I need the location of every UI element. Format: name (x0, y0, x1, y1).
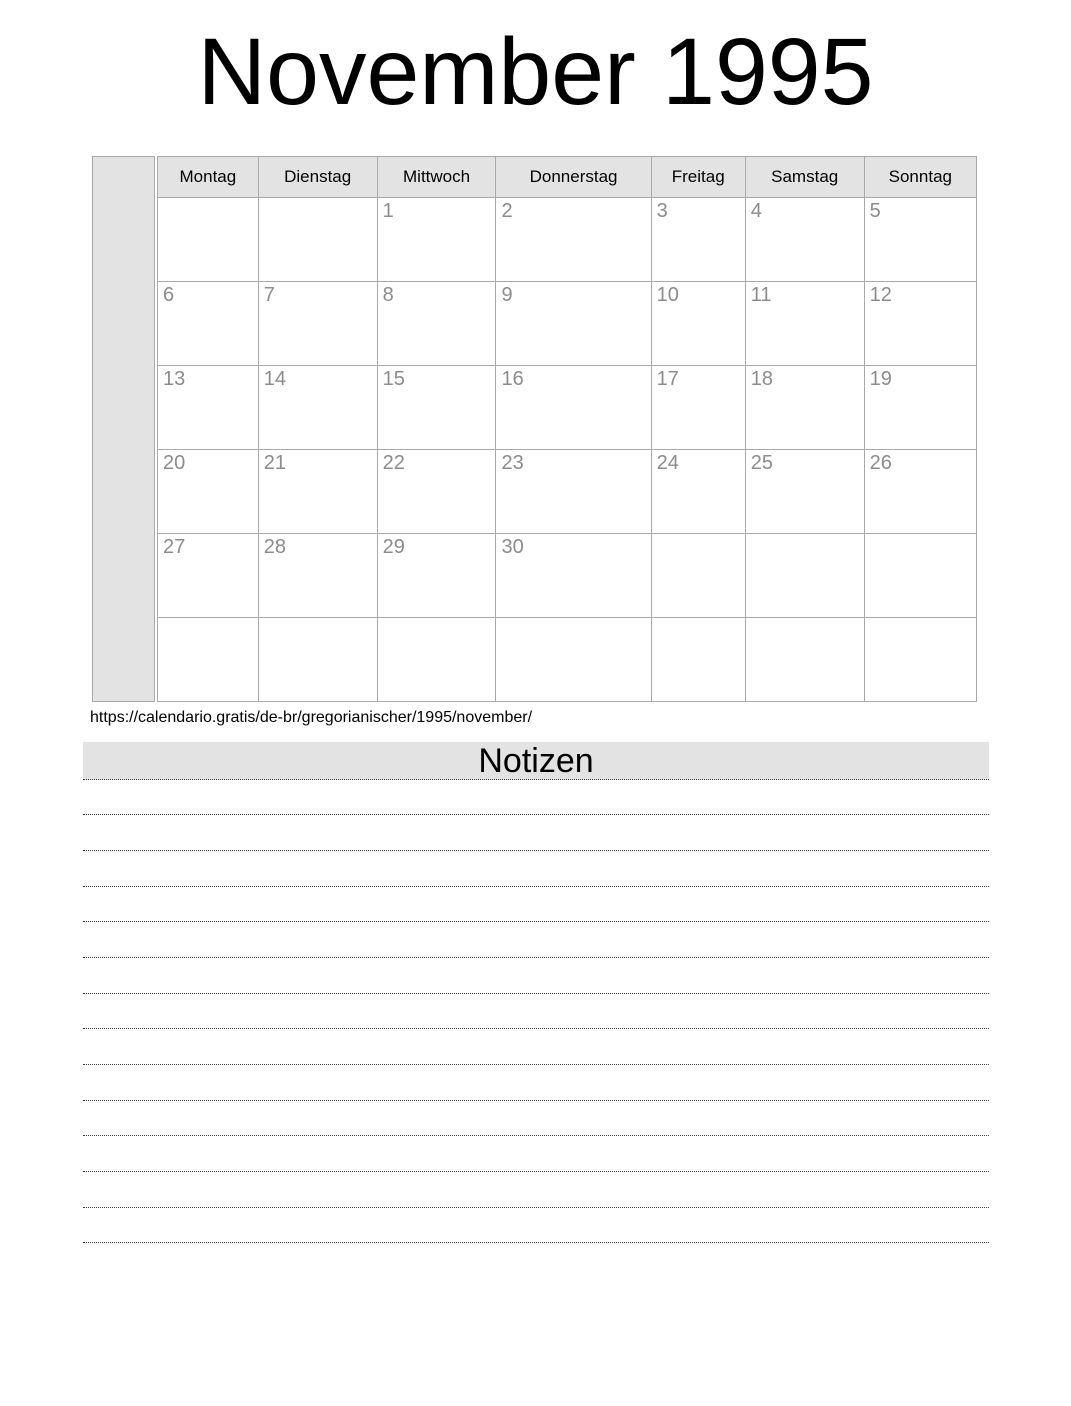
day-cell-22: 22 (377, 449, 496, 533)
day-cell-3: 3 (651, 197, 745, 281)
day-cell-6: 6 (158, 281, 259, 365)
day-cell-12: 12 (864, 281, 976, 365)
note-line (83, 1172, 989, 1208)
source-url: https://calendario.gratis/de-br/gregorianischer/1995/november/ (90, 708, 533, 726)
calendar-body (158, 197, 977, 701)
page-title: November 1995 (197, 19, 874, 125)
day-cell-empty (651, 617, 745, 701)
day-cell-1: 1 (377, 197, 496, 281)
calendar-week-row (158, 281, 977, 365)
notes-header (83, 742, 989, 780)
note-line (83, 1136, 989, 1172)
day-cell-26: 26 (864, 449, 976, 533)
note-line (83, 887, 989, 923)
day-cell-empty (864, 533, 976, 617)
calendar-table (157, 156, 977, 702)
day-cell-7: 7 (258, 281, 377, 365)
weekday-header-freitag: Freitag (651, 156, 745, 197)
calendar-week-row (158, 449, 977, 533)
note-line (83, 851, 989, 887)
day-cell-9: 9 (496, 281, 651, 365)
weekday-header-mittwoch: Mittwoch (377, 156, 496, 197)
day-cell-18: 18 (745, 365, 864, 449)
calendar-week-row (158, 197, 977, 281)
note-line (83, 1065, 989, 1101)
day-cell-empty (158, 617, 259, 701)
note-line (83, 958, 989, 994)
day-cell-25: 25 (745, 449, 864, 533)
day-cell-empty (258, 197, 377, 281)
notes-section (83, 742, 989, 1244)
calendar-week-row (158, 533, 977, 617)
note-line (83, 1029, 989, 1065)
calendar-week-row (158, 365, 977, 449)
calendar (92, 156, 977, 702)
day-cell-11: 11 (745, 281, 864, 365)
day-cell-30: 30 (496, 533, 651, 617)
weekday-header-sonntag: Sonntag (864, 156, 976, 197)
day-cell-24: 24 (651, 449, 745, 533)
weekday-header-dienstag: Dienstag (258, 156, 377, 197)
weekday-header-samstag: Samstag (745, 156, 864, 197)
day-cell-2: 2 (496, 197, 651, 281)
note-line (83, 780, 989, 816)
day-cell-15: 15 (377, 365, 496, 449)
weekday-header-donnerstag: Donnerstag (496, 156, 651, 197)
week-number-column (92, 156, 155, 702)
note-line (83, 922, 989, 958)
day-cell-4: 4 (745, 197, 864, 281)
note-line (83, 1208, 989, 1244)
day-cell-19: 19 (864, 365, 976, 449)
day-cell-empty (745, 533, 864, 617)
day-cell-17: 17 (651, 365, 745, 449)
note-line (83, 994, 989, 1030)
day-cell-23: 23 (496, 449, 651, 533)
notes-title: Notizen (478, 741, 594, 780)
note-line (83, 1101, 989, 1137)
weekday-header-row (158, 156, 977, 197)
day-cell-10: 10 (651, 281, 745, 365)
day-cell-empty (158, 197, 259, 281)
notes-lines (83, 780, 989, 1244)
day-cell-empty (864, 617, 976, 701)
day-cell-5: 5 (864, 197, 976, 281)
day-cell-27: 27 (158, 533, 259, 617)
day-cell-empty (651, 533, 745, 617)
day-cell-empty (496, 617, 651, 701)
day-cell-28: 28 (258, 533, 377, 617)
day-cell-empty (745, 617, 864, 701)
day-cell-20: 20 (158, 449, 259, 533)
calendar-week-row (158, 617, 977, 701)
day-cell-16: 16 (496, 365, 651, 449)
day-cell-29: 29 (377, 533, 496, 617)
day-cell-8: 8 (377, 281, 496, 365)
day-cell-14: 14 (258, 365, 377, 449)
day-cell-empty (258, 617, 377, 701)
day-cell-21: 21 (258, 449, 377, 533)
day-cell-empty (377, 617, 496, 701)
weekday-header-montag: Montag (158, 156, 259, 197)
note-line (83, 815, 989, 851)
day-cell-13: 13 (158, 365, 259, 449)
